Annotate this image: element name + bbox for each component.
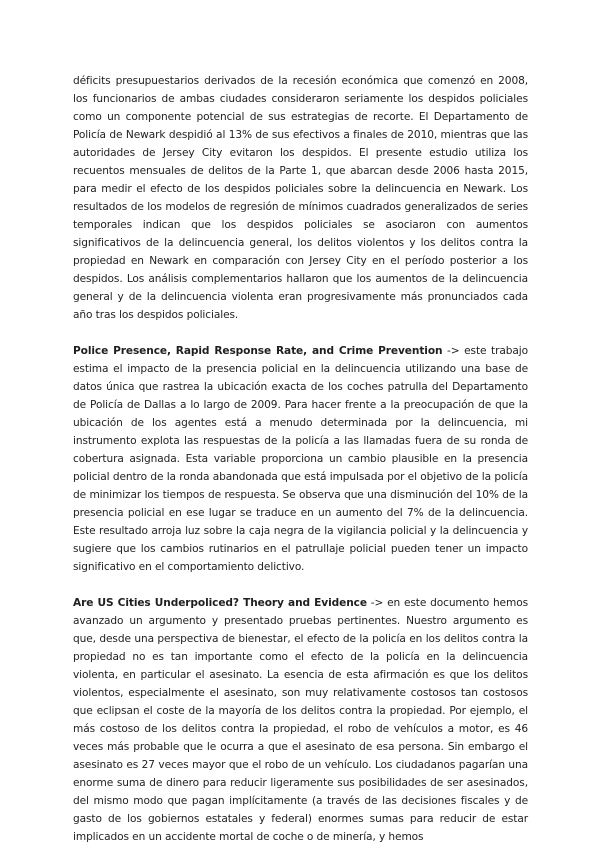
- paragraph-police-presence: [73, 342, 528, 576]
- paragraph-title: Are US Cities Underpoliced? Theory and Evidence: [73, 597, 367, 609]
- paragraph-text: -> este trabajo estima el impacto de la presencia policial en la delincuencia utilizando una base de datos única que rastrea la ubicación exacta de los coches patrulla del Departamento de Policía de Dallas a lo largo de 2009. Para hacer frente a la preocupación de que la ubicación de los agentes está a menudo determinada por la delincuencia, mi instrumento explota las respuestas de la policía a las llamadas fuera de su ronda de cobertura asignada. Esta variable proporciona un cambio plausible en la presencia policial dentro de la ronda abandonada que está impulsada por el objetivo de la policía de minimizar los tiempos de respuesta. Se observa que una disminución del 10% de la presencia policial en ese lugar se traduce en un aumento del 7% de la delincuencia. Este resultado arroja luz sobre la caja negra de la vigilancia policial y la delincuencia y sugiere que los cambios rutinarios en el patrullaje policial pueden tener un impacto significativo en el comportamiento delictivo.: [73, 345, 528, 573]
- paragraph-title: Police Presence, Rapid Response Rate, and Crime Prevention: [73, 345, 443, 357]
- document-body: [73, 72, 528, 864]
- paragraph-underpoliced: [73, 594, 528, 846]
- paragraph-newark-layoffs: [73, 72, 528, 324]
- paragraph-text: -> en este documento hemos avanzado un argumento y presentado pruebas pertinentes. Nuestro argumento es que, desde una perspectiva de bienestar, el efecto de la policía en los delitos contra la propiedad no es tan importante como el efecto de la policía en la delincuencia violenta, en particular el asesinato. La esencia de esta afirmación es que los delitos violentos, especialmente el asesinato, son muy relativamente costosos tan costosos que eclipsan el coste de la mayoría de los delitos contra la propiedad. Por ejemplo, el más costoso de los delitos contra la propiedad, el robo de vehículos a motor, es 46 veces más probable que le ocurra a que el asesinato de esa persona. Sin embargo el asesinato es 27 veces mayor que el robo de un vehículo. Los ciudadanos pagarían una enorme suma de dinero para reducir ligeramente sus posibilidades de ser asesinados, del mismo modo que pagan implícitamente (a través de las decisiones fiscales y de gasto de los gobiernos estatales y federal) enormes sumas para reducir de estar implicados en un accidente mortal de coche o de minería, y hemos: [73, 597, 529, 843]
- paragraph-text: déficits presupuestarios derivados de la recesión económica que comenzó en 2008, los funcionarios de ambas ciudades consideraron seriamente los despidos policiales como un componente potencial de sus estrategias de recorte. El Departamento de Policía de Newark despidió al 13% de sus efectivos a finales de 2010, mientras que las autoridades de Jersey City evitaron los despidos. El presente estudio utiliza los recuentos mensuales de delitos de la Parte 1, que abarcan desde 2006 hasta 2015, para medir el efecto de los despidos policiales sobre la delincuencia en Newark. Los resultados de los modelos de regresión de mínimos cuadrados generalizados de series temporales indican que los despidos policiales se asociaron con aumentos significativos de la delincuencia general, los delitos violentos y los delitos contra la propiedad en Newark en comparación con Jersey City en el período posterior a los despidos. Los análisis complementarios hallaron que los aumentos de la delincuencia general y de la delincuencia violenta eran progresivamente más pronunciados cada año tras los despidos policiales.: [73, 75, 528, 321]
